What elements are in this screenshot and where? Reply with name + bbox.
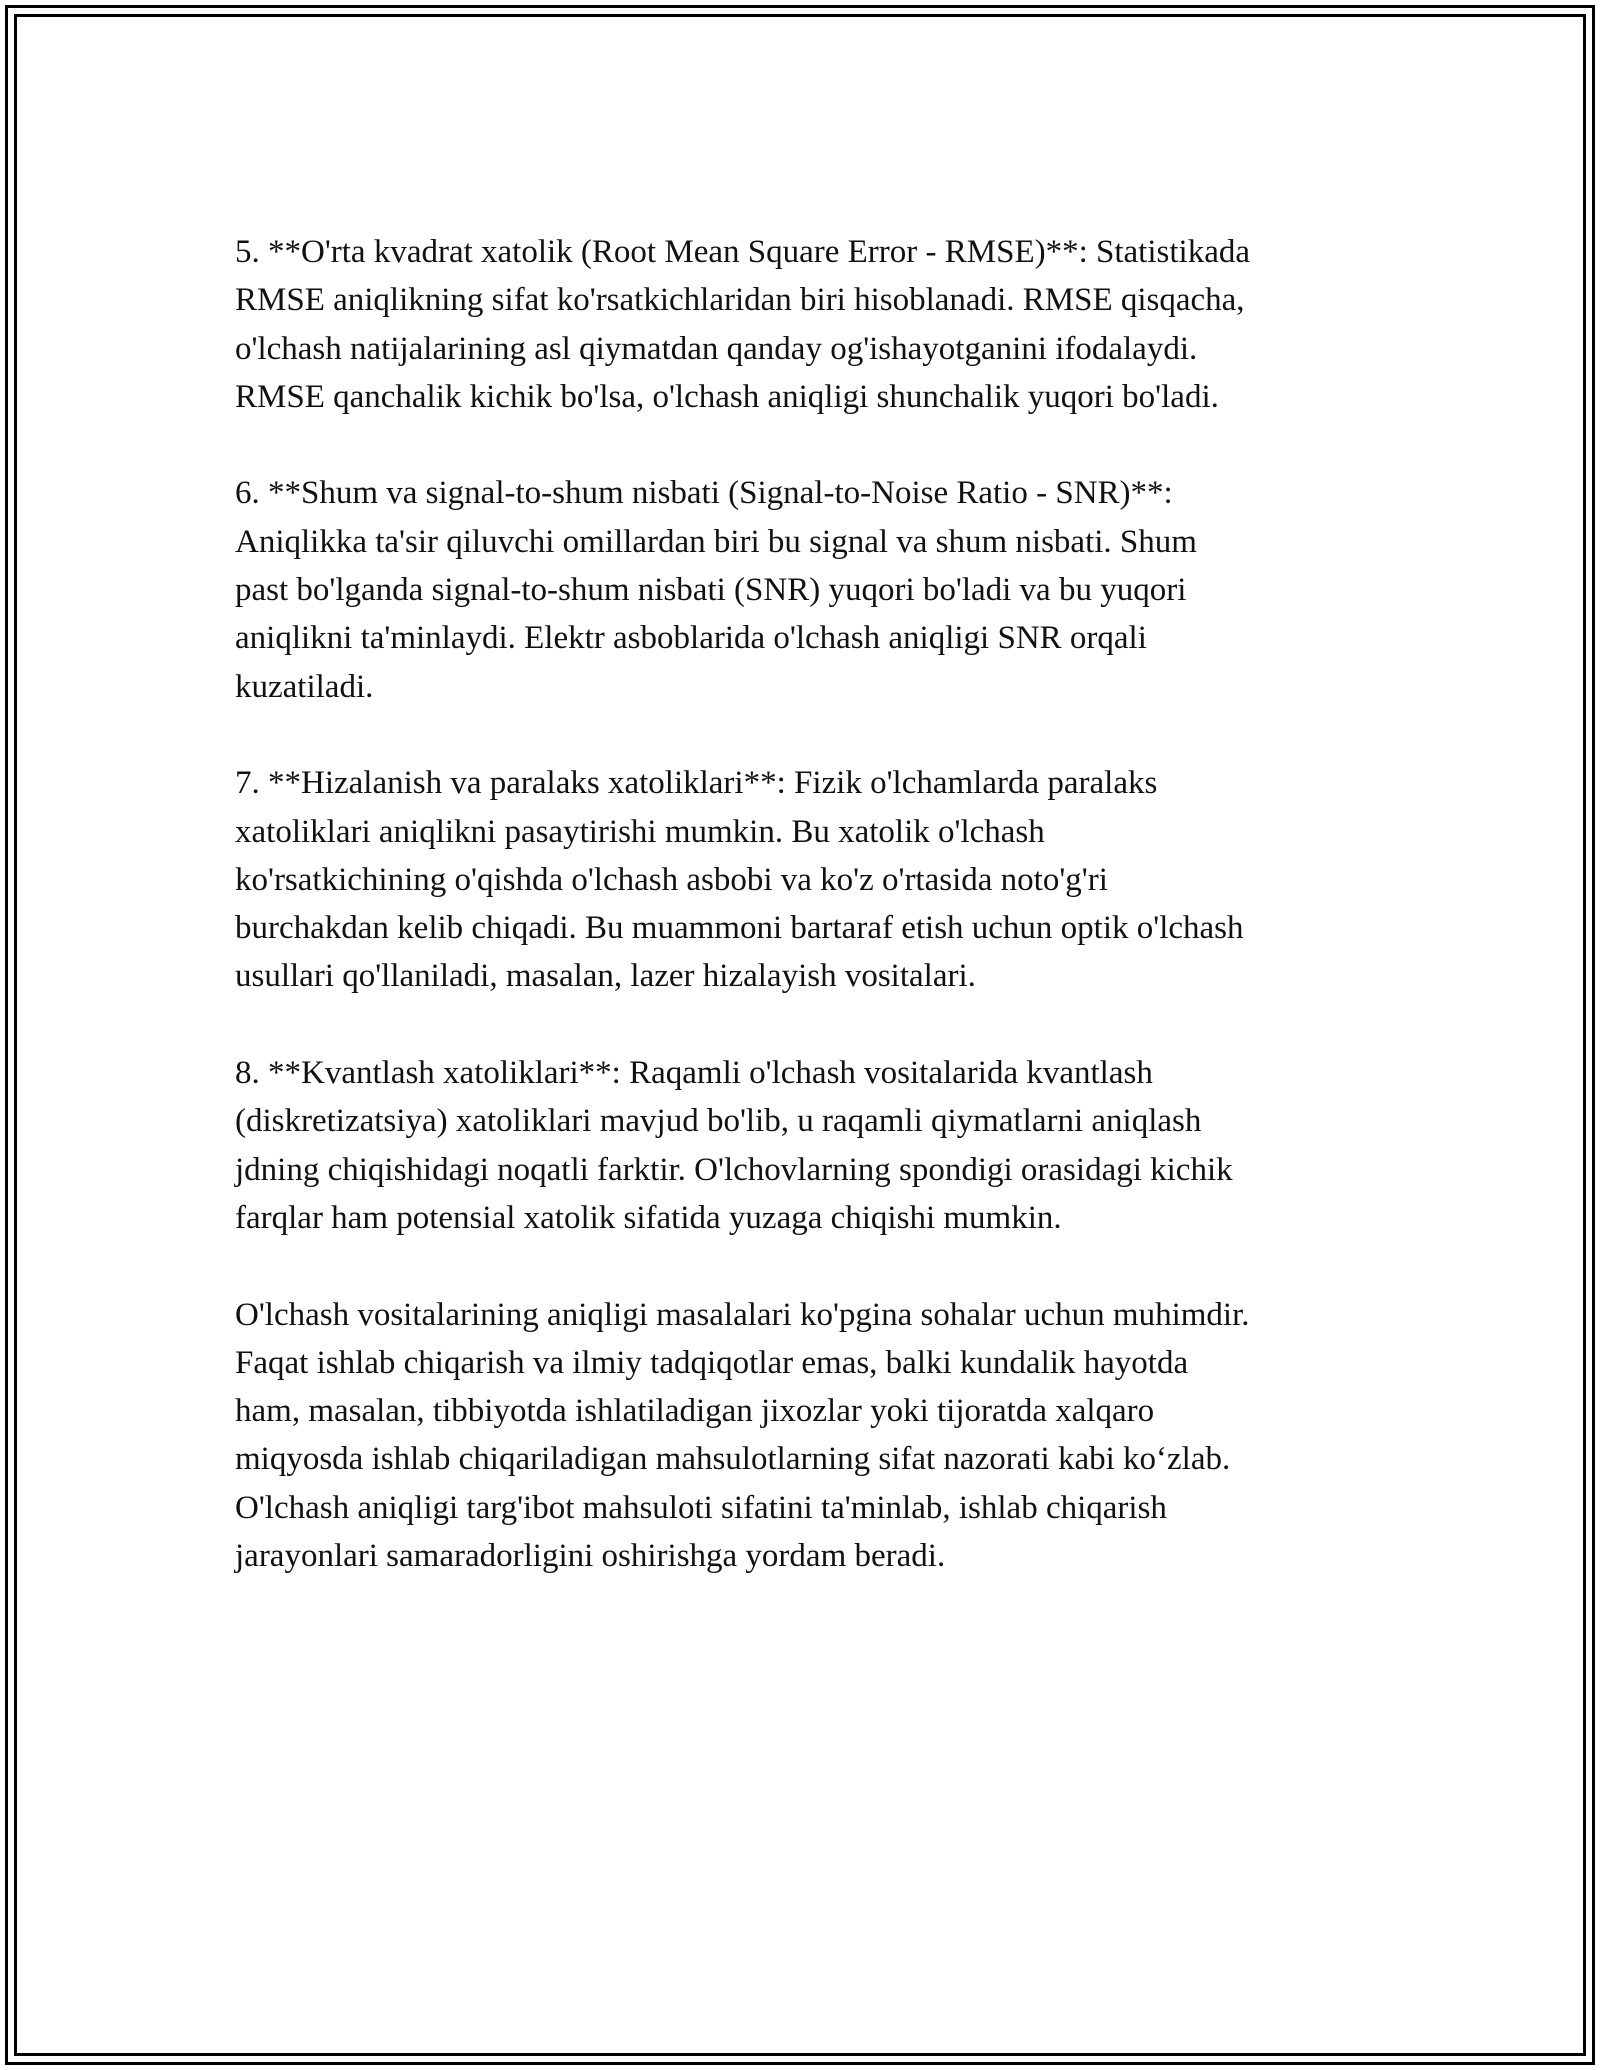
text-line: Faqat ishlab chiqarish va ilmiy tadqiqotlar emas, balki kundalik hayotda (235, 1344, 1189, 1381)
document-body (235, 228, 1385, 1629)
text-line: Aniqlikka ta'sir qiluvchi omillardan biri bu signal va shum nisbati. Shum (235, 523, 1197, 560)
text-line: past bo'lganda signal-to-shum nisbati (SNR) yuqori bo'ladi va bu yuqori (235, 572, 1187, 609)
paragraph-conclusion (235, 1291, 1385, 1581)
text-line: RMSE aniqlikning sifat ko'rsatkichlaridan biri hisoblanadi. RMSE qisqacha, (235, 282, 1245, 319)
paragraph-parallax (235, 759, 1385, 1000)
text-line: 5. **O'rta kvadrat xatolik (Root Mean Square Error - RMSE)**: Statistikada (235, 234, 1250, 270)
text-line: ham, masalan, tibbiyotda ishlatiladigan jixozlar yoki tijoratda xalqaro (235, 1393, 1155, 1430)
text-line: RMSE qanchalik kichik bo'lsa, o'lchash aniqligi shunchalik yuqori bo'ladi. (235, 378, 1219, 415)
text-line: 7. **Hizalanish va paralaks xatoliklari**: Fizik o'lchamlarda paralaks (235, 765, 1158, 802)
text-line: xatoliklari aniqlikni pasaytirishi mumkin. Bu xatolik o'lchash (235, 813, 1045, 850)
text-line: miqyosda ishlab chiqariladigan mahsulotlarning sifat nazorati kabi ko‘zlab. (235, 1441, 1231, 1478)
text-line: aniqlikni ta'minlaydi. Elektr asboblarida o'lchash aniqligi SNR orqali (235, 620, 1147, 657)
text-line: 6. **Shum va signal-to-shum nisbati (Signal-to-Noise Ratio - SNR)**: (235, 475, 1173, 512)
paragraph-snr (235, 469, 1385, 710)
text-line: burchakdan kelib chiqadi. Bu muammoni bartaraf etish uchun optik o'lchash (235, 910, 1244, 947)
text-line: ko'rsatkichining o'qishda o'lchash asbobi va ko'z o'rtasida noto'g'ri (235, 861, 1108, 898)
text-line: 8. **Kvantlash xatoliklari**: Raqamli o'lchash vositalarida kvantlash (235, 1055, 1153, 1092)
text-line: o'lchash natijalarining asl qiymatdan qanday og'ishayotganini ifodalaydi. (235, 330, 1198, 367)
text-line: jarayonlari samaradorligini oshirishga yordam beradi. (235, 1538, 946, 1575)
text-line: jdning chiqishidagi noqatli farktir. O'lchovlarning spondigi orasidagi kichik (235, 1151, 1233, 1188)
text-line: kuzatiladi. (235, 668, 374, 705)
paragraph-rmse (235, 228, 1385, 421)
text-line: farqlar ham potensial xatolik sifatida yuzaga chiqishi mumkin. (235, 1199, 1062, 1236)
text-line: O'lchash aniqligi targ'ibot mahsuloti sifatini ta'minlab, ishlab chiqarish (235, 1489, 1167, 1526)
text-line: usullari qo'llaniladi, masalan, lazer hizalayish vositalari. (235, 958, 976, 995)
text-line: (diskretizatsiya) xatoliklari mavjud bo'lib, u raqamli qiymatlarni aniqlash (235, 1103, 1202, 1140)
text-line: O'lchash vositalarining aniqligi masalalari ko'pgina sohalar uchun muhimdir. (235, 1296, 1250, 1333)
paragraph-quantization (235, 1049, 1385, 1242)
